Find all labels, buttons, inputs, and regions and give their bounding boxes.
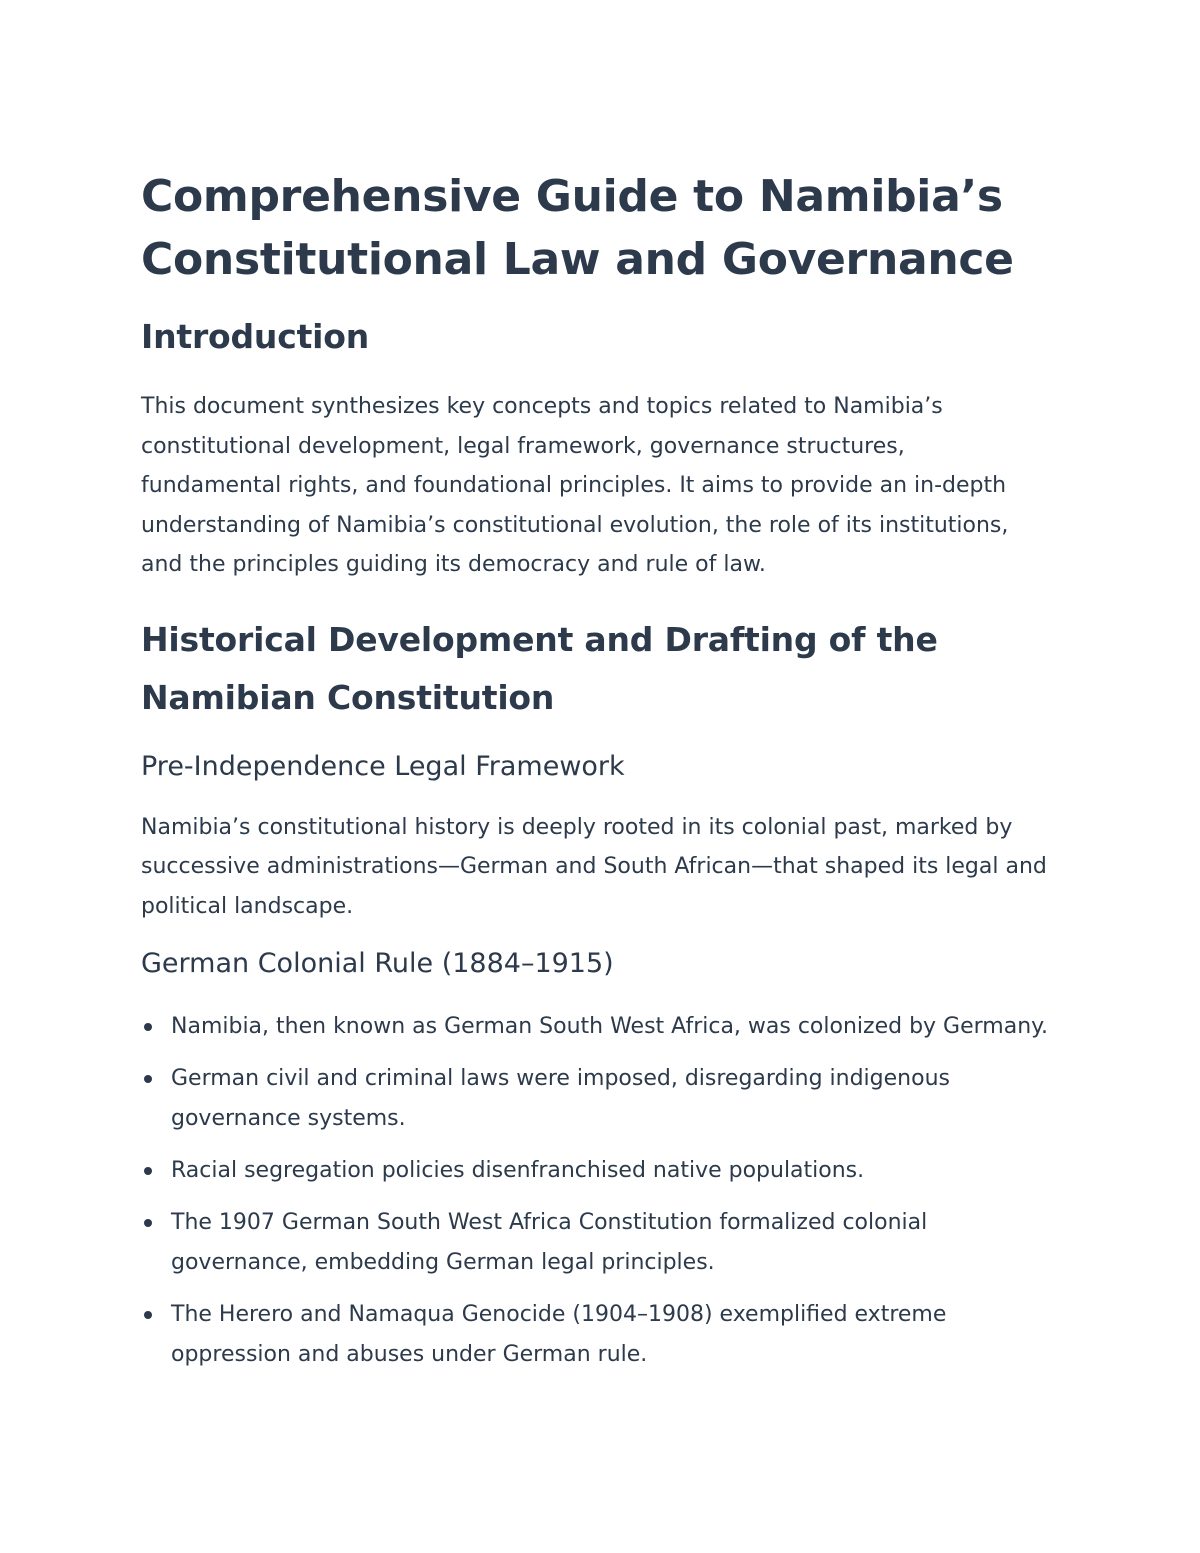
bullet-icon — [144, 1023, 152, 1031]
pre-independence-paragraph: Namibia’s constitutional history is deeply rooted in its colonial past, marked by successive administrations—German and South African—that shaped its legal and political landscape. — [141, 814, 1047, 919]
list-item-text: Namibia, then known as German South West Africa, was colonized by Germany. — [171, 1014, 1049, 1039]
bullet-icon — [144, 1075, 152, 1083]
german-rule-heading: German Colonial Rule (1884–1915) — [141, 948, 614, 979]
history-heading: Historical Development and Drafting of the Namibian Constitution — [141, 619, 938, 717]
list-item-text: The Herero and Namaqua Genocide (1904–1908) exemplified extreme oppression and abuses under German rule. — [171, 1302, 947, 1367]
list-item — [141, 1007, 1050, 1047]
introduction-heading: Introduction — [141, 317, 370, 356]
bullet-icon — [144, 1219, 152, 1227]
list-item-text: German civil and criminal laws were imposed, disregarding indigenous governance systems. — [171, 1066, 950, 1131]
pre-independence-heading: Pre-Independence Legal Framework — [141, 750, 625, 782]
list-item-text: The 1907 German South West Africa Constitution formalized colonial governance, embedding German legal principles. — [171, 1210, 928, 1275]
list-item — [141, 1059, 1050, 1139]
introduction-paragraph: This document synthesizes key concepts and topics related to Namibia’s constitutional development, legal framework, governance structures, fundamental rights, and foundational principles. It aims to provide an in-depth understanding of Namibia’s constitutional evolution, the role of its institutions, and the principles guiding its democracy and rule of law. — [141, 394, 1009, 577]
bullet-icon — [144, 1167, 152, 1175]
bullet-icon — [144, 1311, 152, 1319]
german-rule-list — [141, 1007, 1050, 1375]
list-item — [141, 1295, 1050, 1375]
document-title: Comprehensive Guide to Namibia’s Constitutional Law and Governance — [141, 171, 1014, 285]
list-item — [141, 1203, 1050, 1283]
list-item — [141, 1151, 1050, 1191]
list-item-text: Racial segregation policies disenfranchised native populations. — [171, 1158, 865, 1183]
